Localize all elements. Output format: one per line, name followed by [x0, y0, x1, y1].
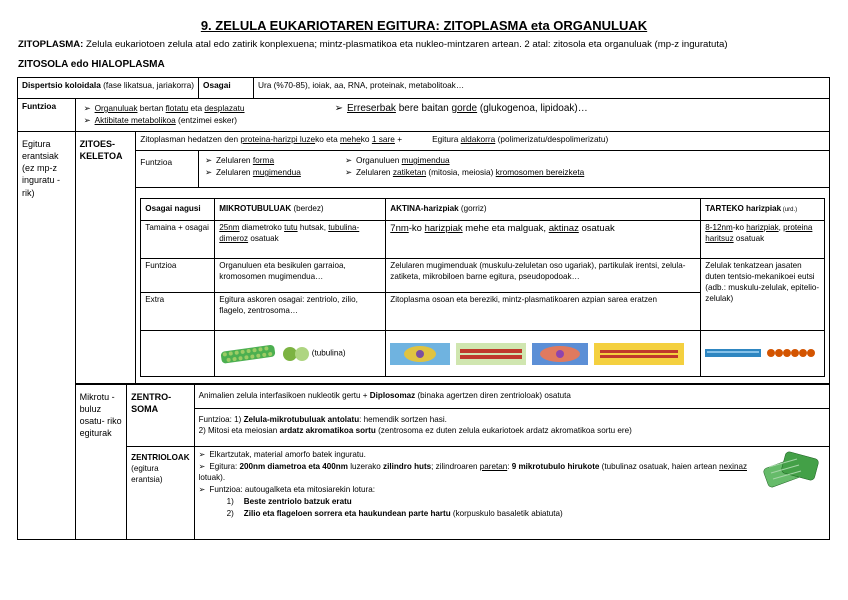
mikrotubulu-row [18, 384, 830, 540]
dispersion-cell [18, 78, 199, 99]
actin-illustration [390, 341, 690, 367]
tamaina-label: Tamaina + osagai [141, 221, 215, 259]
funtzioa-aktina: Zelularen mugimenduak (muskulu-zeluletan oso ugariak), partikulak irentsi, zelula-zatiketa, mikrobiloen barne egitura, pseudopodoak… [386, 259, 701, 293]
intro-label: ZITOPLASMA: [18, 39, 84, 50]
zentrosoma-label: ZENTRO-SOMA [127, 385, 194, 447]
header-aktina: AKTINA-harizpiak (gorriz) [386, 199, 701, 221]
zentrosoma-desc: Animalien zelula interfasikoen nukleotik gertu + Diplosomaz (binaka agertzen diren zentrioloak) osatuta [194, 385, 829, 409]
funtzioa-label: Funtzioa [18, 99, 76, 132]
dispersion-label: Dispertsio koloidala [22, 80, 101, 90]
zentrioloak-sub-1: 1) Beste zentriolo batzuk eratu [226, 496, 352, 506]
zitoeskeletoa-desc: Zitoplasman hedatzen den proteina-harizpi luzeko eta meheko 1 sare + Egitura aldakorra (polimerizatu/despolimerizatu) [136, 132, 830, 151]
microtubule-illustration [219, 343, 279, 365]
intro-body: Zelula eukariotoen zelula atal edo zatirik konplexuena; mintz-plasmatikoa eta nukleo-mintzaren artean. 2 atal: zitosola eta organuluak (mp-z inguratuta) [83, 39, 728, 50]
mikrotubulu-table [76, 384, 829, 539]
funtzioa-cell [75, 99, 829, 132]
intro-text [18, 39, 838, 50]
zentrioloak-list [199, 450, 825, 496]
zentrioloak-item-2: ➢ Egitura: 200nm diametroa eta 400nm luzerako zilindro huts; zilindroaren paretan: 9 mikrotubulo hirukote (tubulinaz osatuak, haien artean nexinaz lotuak). [199, 462, 825, 484]
tamaina-mikro: 25nm diametroko tutu hutsak, tubulina-dimeroz osatuak [215, 221, 386, 259]
actin-images [386, 331, 701, 377]
osagai-text: Ura (%70-85), ioiak, aa, RNA, proteinak, metabolitoak… [254, 78, 830, 99]
zentrosoma-fun-1: Funtzioa: 1) Zelula-mikrotubuluak antolatu: hemendik sortzen hasi. [198, 415, 447, 424]
main-table [17, 77, 830, 540]
header-mikrotubuluak: MIKROTUBULUAK (berdez) [215, 199, 386, 221]
dispersion-paren: (fase likatsua, jariakorra) [100, 80, 194, 90]
intermediate-illustration [705, 342, 817, 366]
tubulina-label: (tubulina) [311, 348, 346, 358]
zito-fun-3: ➢ Organuluen mugimendua [345, 155, 450, 166]
funtzioa-item-1: ➢ Organuluak bertan flotatu eta desplazatu [84, 103, 245, 114]
tamaina-aktina: 7nm-ko harizpiak mehe eta malguak, aktinaz osatuak [386, 221, 701, 259]
zito-funtzioa-label: Funtzioa [136, 151, 199, 188]
zentrosoma-fun-2: 2) Mitosi eta meiosian ardatz akromatikoa sortu (zentrosoma ez duten zelula eukariotoek ardatz akromatikoa sortu ere) [198, 425, 632, 435]
dispersion-row [18, 78, 830, 99]
funtzioa-row [18, 99, 830, 132]
tubulin-dimer-illustration [282, 345, 310, 363]
intermediate-images [701, 331, 825, 377]
zentrioloak-item-1: ➢ Elkartzutak, material amorfo batek inguratu. [199, 450, 825, 461]
funtzioa-tarteko: Zelulak tenkatzean jasaten duten tentsio-mekanikoei eutsi (adb.: muskulu-zelulak, epitelio-zelulak) [701, 259, 825, 331]
zentrioloak-label-cell [127, 447, 194, 539]
osagai-label: Osagai [199, 78, 254, 99]
header-osagai: Osagai nagusi [141, 199, 215, 221]
zentrioloak-sub-2: 2) Zilio eta flageloen sorrera eta haukundean parte hartu (korpuskulo basaletik abiatuta) [226, 508, 563, 518]
zentrioloak-label: ZENTRIOLOAK [131, 453, 190, 462]
extra-aktina: Zitoplasma osoan eta bereziki, mintz-plasmatikoaren azpian sarea eratzen [386, 293, 701, 331]
zito-fun-4: ➢ Zelularen zatiketan (mitosia, meiosia) kromosomen bereizketa [345, 167, 584, 178]
egitura-label: Egitura erantsiak (ez mp-z inguratu -rik) [18, 132, 76, 540]
zito-fun-1: ➢ Zelularen forma [205, 155, 274, 166]
mikrotubulu-label: Mikrotu -buluz osatu- riko egiturak [76, 385, 127, 539]
zito-funtzioa-row [18, 151, 830, 188]
header-tarteko: TARTEKO harizpiak (urd.) [701, 199, 825, 221]
harizpi-row [18, 188, 830, 384]
funtzioa-item-3: ➢ Erreserbak bere baitan gorde (glukogenoa, lipidoak)… [335, 102, 588, 116]
tamaina-tarteko: 8-12nm-ko harizpiak, proteina haritsuz osatuak [701, 221, 825, 259]
zito-funtzioa-cell [199, 151, 830, 188]
funtzioa-mikro: Organuluen eta besikulen garraioa, kromosomen mugimendua… [215, 259, 386, 293]
zentrioloak-sub: (egitura erantsia) [131, 463, 163, 484]
zitoeskeletoa-label: ZITOES-KELETOA [75, 132, 136, 384]
page-title: 9. ZELULA EUKARIOTAREN EGITURA: ZITOPLASMA eta ORGANULUAK [200, 18, 648, 33]
extra-label: Extra [141, 293, 215, 331]
zentrosoma-funtzioa [194, 409, 829, 447]
harizpi-container [136, 188, 830, 384]
zentrioloak-item-3: ➢ Funtzioa: autougalketa eta mitosiarekin lotura: [199, 485, 825, 496]
centriole-illustration [761, 451, 823, 491]
zito-fun-2: ➢ Zelularen mugimendua [205, 167, 301, 178]
microtubule-images [215, 331, 386, 377]
harizpi-table [140, 198, 825, 377]
subtitle: ZITOSOLA edo HIALOPLASMA [18, 59, 165, 70]
mikrotubulu-container [75, 384, 829, 540]
egitura-row [18, 132, 830, 151]
zentrioloak-desc [194, 447, 829, 539]
funtzioa-item-2: ➢ Aktibitate metabolikoa (entzimei esker) [84, 115, 237, 126]
images-label-cell [141, 331, 215, 377]
funtzioa-row-label: Funtzioa [141, 259, 215, 293]
zentrioloak-sublist [199, 497, 825, 520]
extra-mikro: Egitura askoren osagai: zentriolo, zilio, flagelo, zentrosoma… [215, 293, 386, 331]
